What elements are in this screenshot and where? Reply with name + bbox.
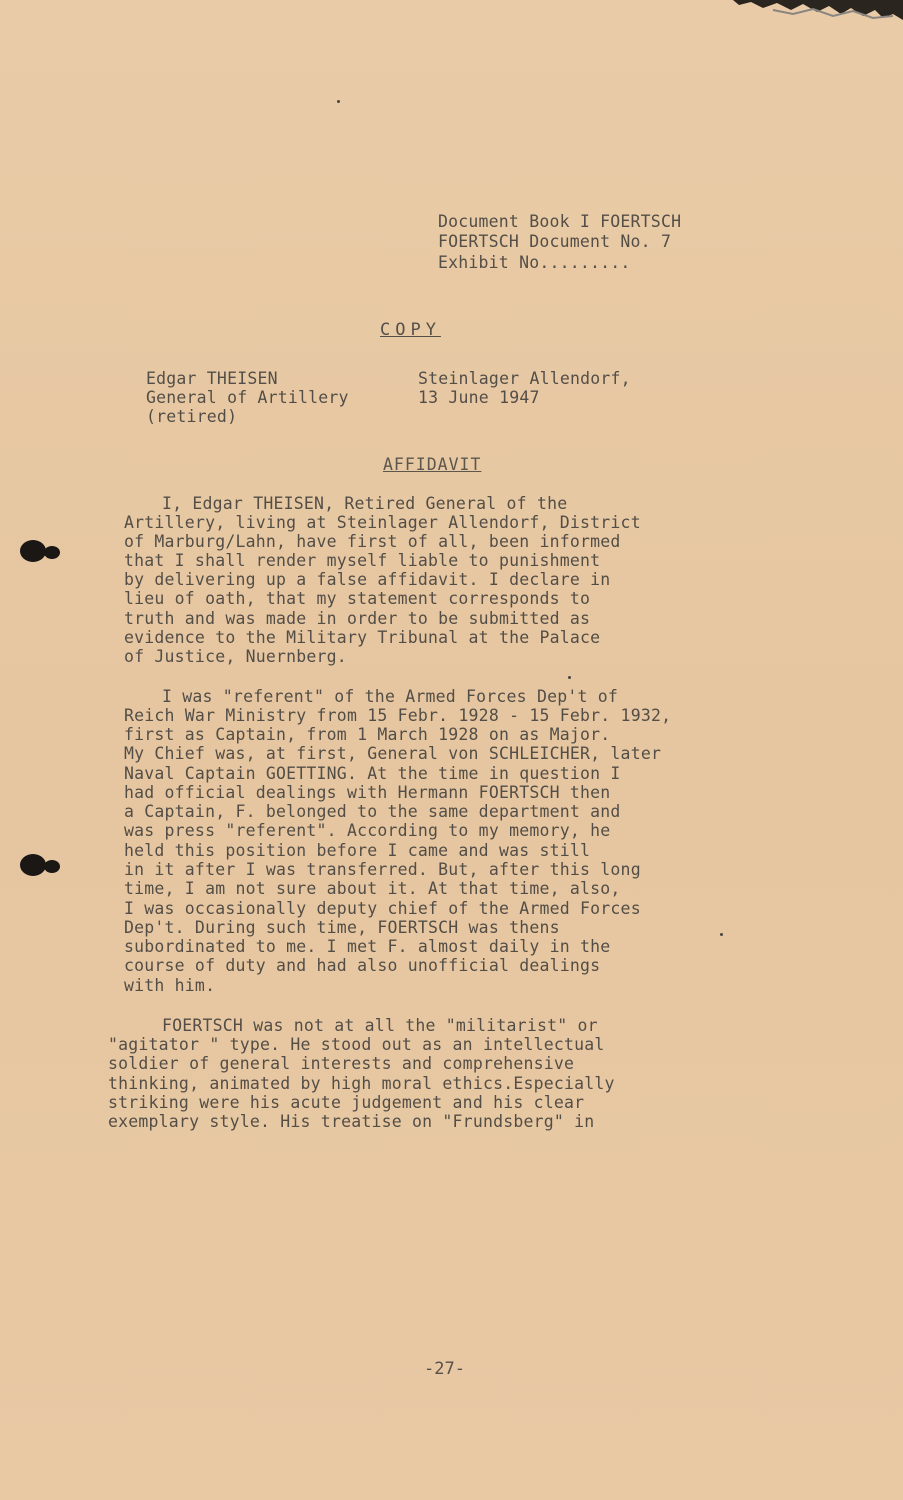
- text-line: I was "referent" of the Armed Forces Dep't of: [162, 687, 619, 706]
- text-line: "agitator " type. He stood out as an intellectual: [108, 1035, 605, 1054]
- document-number-line: FOERTSCH Document No. 7: [438, 232, 672, 251]
- text-line: in it after I was transferred. But, after this long: [124, 860, 641, 879]
- text-line: truth and was made in order to be submitted as: [124, 609, 591, 628]
- speck: [337, 100, 340, 103]
- punch-hole-bottom: [20, 854, 46, 876]
- text-line: striking were his acute judgement and his clear: [108, 1093, 585, 1112]
- text-line: with him.: [124, 976, 216, 995]
- page-number: -27-: [424, 1359, 465, 1379]
- speck: [568, 676, 571, 679]
- text-line: soldier of general interests and comprehensive: [108, 1054, 575, 1073]
- text-line: My Chief was, at first, General von SCHLEICHER, later: [124, 744, 662, 763]
- text-line: a Captain, F. belonged to the same department and: [124, 802, 621, 821]
- text-line: first as Captain, from 1 March 1928 on as Major.: [124, 725, 611, 744]
- copy-title: COPY: [380, 320, 441, 340]
- text-line: was press "referent". According to my memory, he: [124, 821, 611, 840]
- text-line: Artillery, living at Steinlager Allendorf, District: [124, 513, 641, 532]
- sender-status: (retired): [146, 407, 238, 426]
- text-line: lieu of oath, that my statement corresponds to: [124, 589, 591, 608]
- text-line: evidence to the Military Tribunal at the Palace: [124, 628, 601, 647]
- text-line: thinking, animated by high moral ethics.Especially: [108, 1074, 615, 1093]
- place: Steinlager Allendorf,: [418, 369, 631, 388]
- text-line: held this position before I came and was still: [124, 841, 591, 860]
- torn-edge: [733, 0, 903, 22]
- text-line: Naval Captain GOETTING. At the time in question I: [124, 764, 621, 783]
- text-line: by delivering up a false affidavit. I declare in: [124, 570, 611, 589]
- affidavit-title: AFFIDAVIT: [383, 455, 482, 474]
- punch-hole-top: [20, 540, 46, 562]
- text-line: had official dealings with Hermann FOERTSCH then: [124, 783, 611, 802]
- date: 13 June 1947: [418, 388, 540, 407]
- text-line: Dep't. During such time, FOERTSCH was thens: [124, 918, 560, 937]
- text-line: time, I am not sure about it. At that time, also,: [124, 879, 621, 898]
- text-line: Reich War Ministry from 15 Febr. 1928 - 15 Febr. 1932,: [124, 706, 672, 725]
- text-line: that I shall render myself liable to punishment: [124, 551, 601, 570]
- document-book-line: Document Book I FOERTSCH: [438, 212, 682, 231]
- text-line: I, Edgar THEISEN, Retired General of the: [162, 494, 568, 513]
- text-line: subordinated to me. I met F. almost daily in the: [124, 937, 611, 956]
- text-line: of Marburg/Lahn, have first of all, been informed: [124, 532, 621, 551]
- text-line: exemplary style. His treatise on "Frundsberg" in: [108, 1112, 595, 1131]
- sender-rank: General of Artillery: [146, 388, 349, 407]
- text-line: FOERTSCH was not at all the "militarist" or: [162, 1016, 598, 1035]
- text-line: of Justice, Nuernberg.: [124, 647, 347, 666]
- sender-name: Edgar THEISEN: [146, 369, 278, 388]
- exhibit-number-line: Exhibit No.........: [438, 253, 631, 272]
- text-line: I was occasionally deputy chief of the Armed Forces: [124, 899, 641, 918]
- speck: [720, 933, 723, 936]
- text-line: course of duty and had also unofficial dealings: [124, 956, 601, 975]
